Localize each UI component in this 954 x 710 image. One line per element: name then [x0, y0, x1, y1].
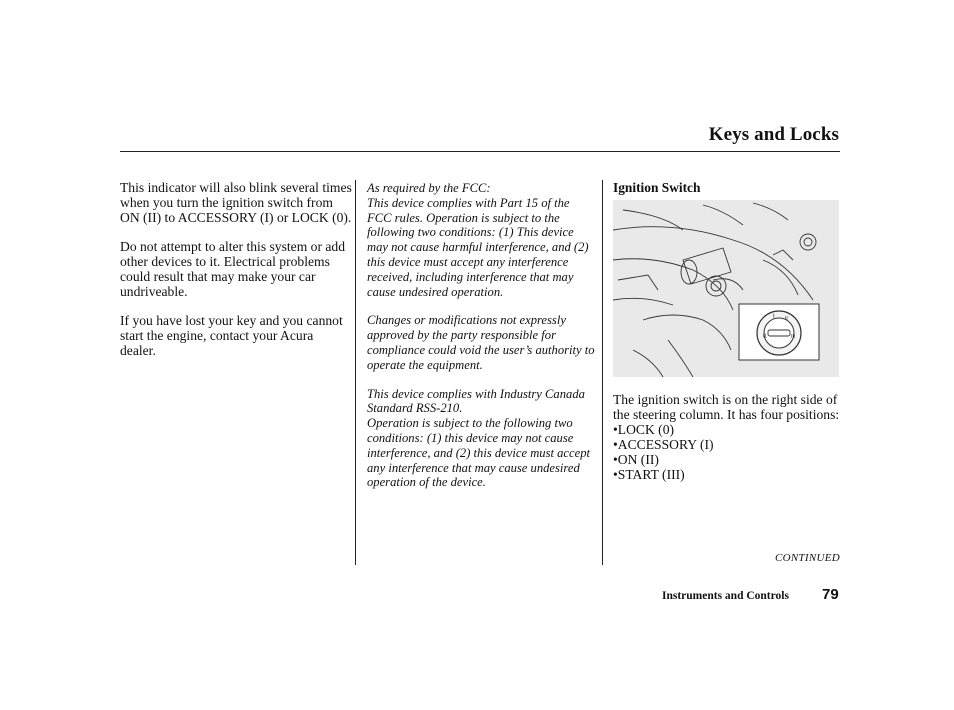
lock-mark: 0: [763, 334, 767, 340]
title-rule: [120, 151, 840, 152]
page-title: Keys and Locks: [708, 124, 839, 145]
paragraph-alter-warning: Do not attempt to alter this system or add other devices to it. Electrical problems could result that may make your car undriveable.: [120, 239, 346, 299]
ignition-switch-drawing: [613, 200, 839, 377]
paragraph-indicator: This indicator will also blink several times when you turn the ignition switch from ON (II) to ACCESSORY (I) or LOCK (0).: [120, 180, 352, 225]
paragraph-lost-key: If you have lost your key and you cannot start the engine, contact your Acura dealer.: [120, 313, 343, 358]
middle-column: [367, 181, 597, 504]
canada-text: Operation is subject to the following two conditions: (1) this device may not cause interference, and (2) this device must accept any interference that may cause undesired operation of the device.: [367, 416, 590, 490]
position-start: •START (III): [613, 467, 685, 482]
positions-list: [613, 422, 840, 482]
position-on: •ON (II): [613, 452, 659, 467]
section-name: Instruments and Controls: [662, 590, 789, 602]
column-divider-1: [355, 180, 356, 565]
on-mark: II: [785, 316, 788, 322]
changes-text: Changes or modifications not expressly approved by the party responsible for compliance could void the user’s authority to operate the equipment.: [367, 313, 595, 372]
ignition-switch-heading: Ignition Switch: [613, 180, 701, 195]
position-lock: •LOCK (0): [613, 422, 675, 437]
ignition-switch-illustration: [613, 200, 839, 377]
fcc-text: This device complies with Part 15 of the FCC rules. Operation is subject to the following two conditions: (1) This device may not cause harmful interference, and (2) this device must accept any interference received, including interference that may cause undesired operation.: [367, 195, 589, 299]
ignition-description: The ignition switch is on the right side of the steering column. It has four positions:: [613, 392, 840, 422]
fcc-heading: As required by the FCC:: [367, 181, 491, 195]
column-divider-2: [602, 180, 603, 565]
position-accessory: •ACCESSORY (I): [613, 437, 714, 452]
page-number: 79: [822, 586, 839, 603]
continued-label: CONTINUED: [774, 552, 840, 564]
acc-mark: I: [773, 314, 775, 320]
right-column: [613, 180, 840, 482]
canada-heading: This device complies with Industry Canada Standard RSS-210.: [367, 386, 585, 416]
start-mark: III: [791, 334, 796, 340]
left-column: [120, 180, 352, 372]
